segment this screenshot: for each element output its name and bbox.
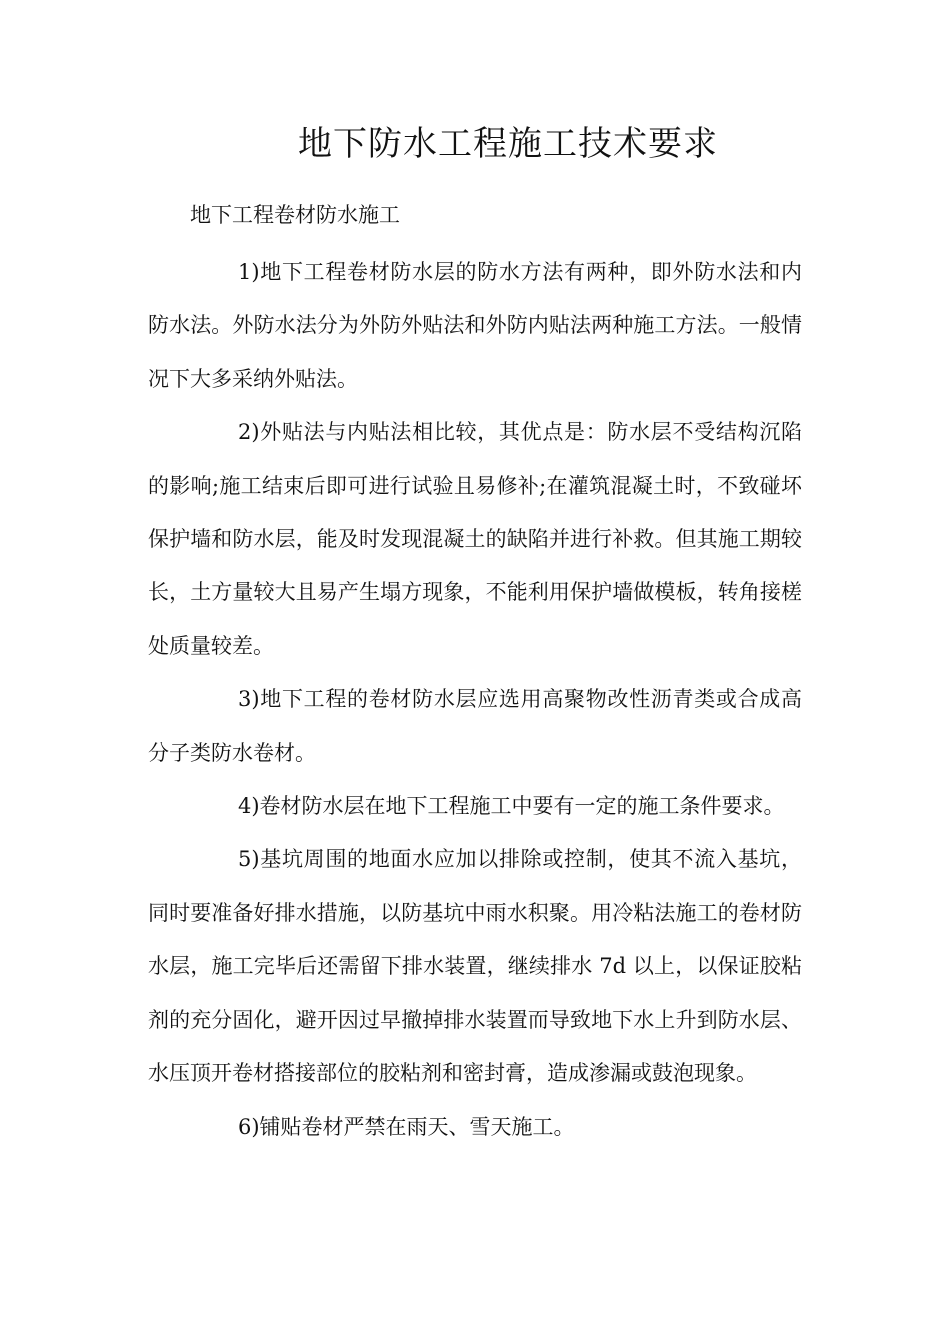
document-body bbox=[148, 246, 802, 1154]
paragraph-6: 6)铺贴卷材严禁在雨天、雪天施工。 bbox=[238, 1114, 575, 1139]
paragraph-2: 2)外贴法与内贴法相比较，其优点是：防水层不受结构沉陷的影响;施工结束后即可进行试验且易修补;在灌筑混凝土时，不致碰坏保护墙和防水层，能及时发现混凝土的缺陷并进行补救。但其施工期较长，土方量较大且易产生塌方现象，不能利用保护墙做模板，转角接槎处质量较差。 bbox=[148, 420, 802, 658]
paragraph-4: 4)卷材防水层在地下工程施工中要有一定的施工条件要求。 bbox=[238, 794, 785, 819]
paragraph-1: 1)地下工程卷材防水层的防水方法有两种，即外防水法和内防水法。外防水法分为外防外贴法和外防内贴法两种施工方法。一般情况下大多采纳外贴法。 bbox=[148, 260, 802, 391]
document-title: 地下防水工程施工技术要求 bbox=[298, 124, 718, 164]
paragraph-5: 5)基坑周围的地面水应加以排除或控制，使其不流入基坑，同时要准备好排水措施，以防基坑中雨水积聚。用冷粘法施工的卷材防水层，施工完毕后还需留下排水装置，继续排水 7d 以上，以保证胶粘剂的充分固化，避开因过早撤掉排水装置而导致地下水上升到防水层、水压顶开卷材搭接部位的胶粘剂和密封膏，造成渗漏或鼓泡现象。 bbox=[148, 847, 802, 1086]
paragraph-3: 3)地下工程的卷材防水层应选用高聚物改性沥青类或合成高分子类防水卷材。 bbox=[148, 687, 802, 765]
section-heading: 地下工程卷材防水施工 bbox=[190, 203, 400, 227]
